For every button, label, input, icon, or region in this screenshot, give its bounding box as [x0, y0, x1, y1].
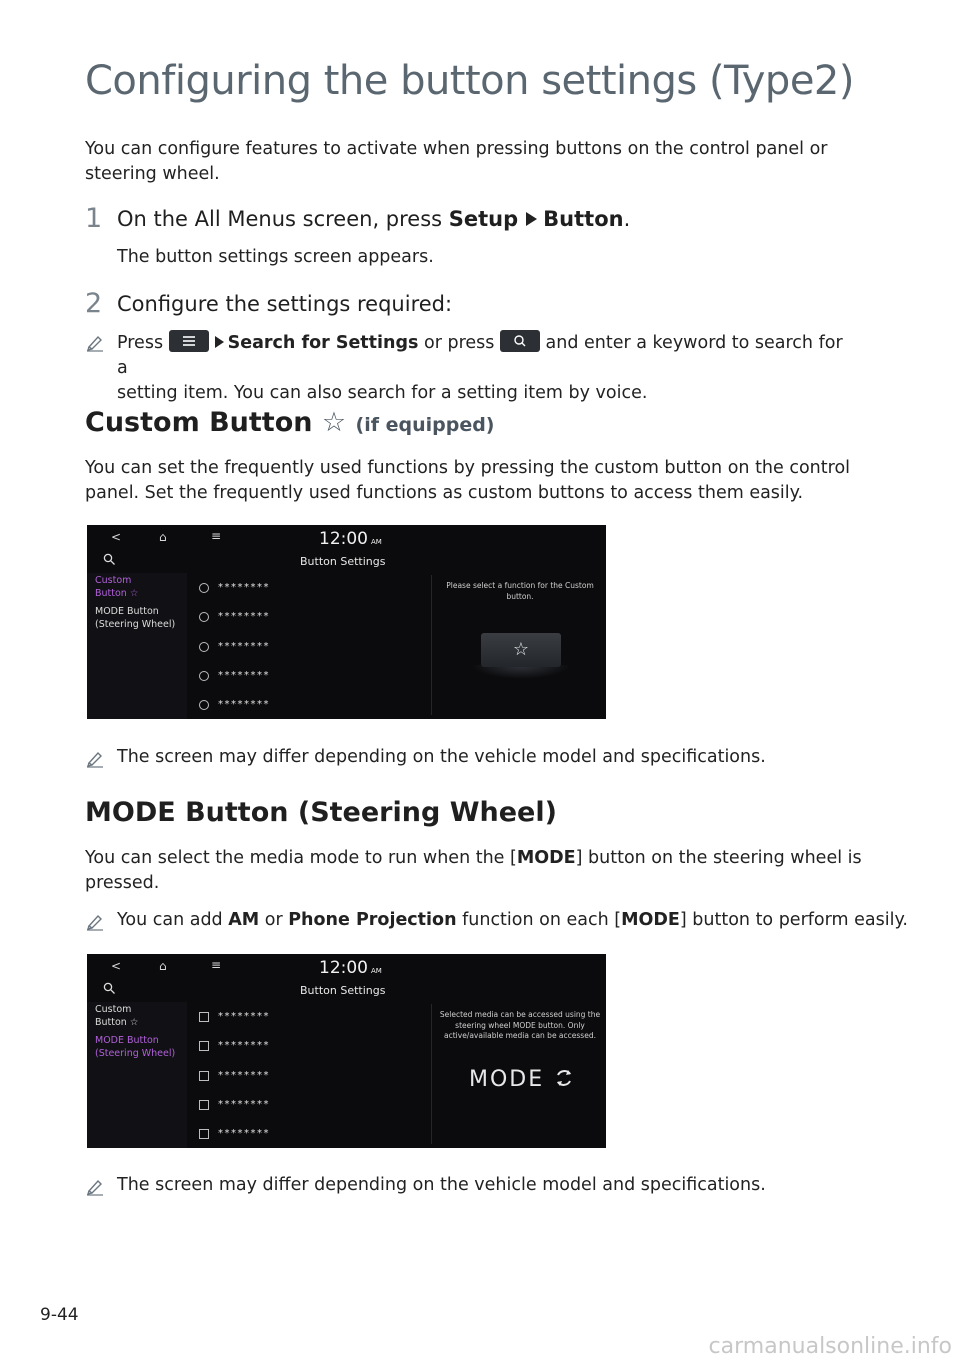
- radio-button[interactable]: [199, 612, 209, 622]
- list-item[interactable]: ********: [199, 1040, 270, 1069]
- back-icon[interactable]: <: [111, 530, 122, 544]
- mode-note: You can add AM or Phone Projection function on each [MODE] button to perform easily.: [117, 910, 908, 930]
- star-icon: ☆: [321, 407, 347, 438]
- step-2-number: 2: [85, 288, 103, 319]
- search-icon[interactable]: [103, 553, 116, 569]
- settings-sidebar: [95, 575, 185, 637]
- if-equipped-label: (if equipped): [355, 414, 495, 436]
- custom-desc-2: panel. Set the frequently used functions as custom buttons to access them easily.: [85, 483, 804, 503]
- refresh-icon: [553, 1067, 575, 1089]
- arrow-right-icon: [526, 212, 537, 226]
- step-2-text: Configure the settings required:: [117, 292, 453, 316]
- checkbox[interactable]: [199, 1012, 209, 1022]
- button-label: Button: [543, 207, 624, 231]
- list-item[interactable]: ********: [199, 611, 270, 640]
- custom-button-heading: Custom Button ☆ (if equipped): [85, 407, 495, 438]
- step-1-number: 1: [85, 203, 103, 234]
- screen-title: Button Settings: [300, 984, 386, 997]
- back-icon[interactable]: <: [111, 959, 122, 973]
- mode-desc-2: pressed.: [85, 873, 160, 893]
- screen-title: Button Settings: [300, 555, 386, 568]
- custom-desc-1: You can set the frequently used functions by pressing the custom button on the control: [85, 458, 851, 478]
- pencil-note-icon: [85, 748, 105, 768]
- clock: 12:00 AM: [319, 958, 382, 978]
- step-2-note: Press Search for Settings or press and enter a keyword to search for a setting item. You can also search for a setting item by voice.: [117, 330, 857, 406]
- list-item[interactable]: ********: [199, 1099, 270, 1128]
- radio-button[interactable]: [199, 583, 209, 593]
- step-1-text: On the All Menus screen, press Setup Button.: [117, 207, 631, 231]
- list-item[interactable]: ********: [199, 582, 270, 611]
- list-item[interactable]: ********: [199, 699, 270, 719]
- clock: 12:00 AM: [319, 529, 382, 549]
- pencil-note-icon: [85, 332, 105, 352]
- screen-note-2: The screen may differ depending on the vehicle model and specifications.: [117, 1175, 766, 1195]
- sidebar-item-custom-button[interactable]: Custom Button ☆: [95, 575, 139, 599]
- radio-button[interactable]: [199, 671, 209, 681]
- checkbox[interactable]: [199, 1129, 209, 1139]
- checkbox[interactable]: [199, 1100, 209, 1110]
- media-list: [199, 1011, 270, 1148]
- home-icon[interactable]: ⌂: [159, 959, 167, 973]
- menu-icon[interactable]: ≡: [211, 529, 222, 543]
- checkbox[interactable]: [199, 1041, 209, 1051]
- checkbox[interactable]: [199, 1071, 209, 1081]
- info-text: Selected media can be accessed using the steering wheel MODE button. Only active/available media can be accessed.: [439, 1010, 601, 1040]
- setup-label: Setup: [448, 207, 519, 231]
- custom-star-button[interactable]: ☆: [481, 633, 561, 667]
- mode-button-screen: [87, 954, 606, 1148]
- list-item[interactable]: ********: [199, 1070, 270, 1099]
- sidebar-item-custom-button[interactable]: Custom Button ☆: [95, 1004, 139, 1028]
- arrow-right-icon: [215, 336, 224, 348]
- list-item[interactable]: ********: [199, 1011, 270, 1040]
- list-item[interactable]: ********: [199, 1128, 270, 1148]
- pencil-note-icon: [85, 911, 105, 931]
- page-title: Configuring the button settings (Type2): [85, 58, 854, 104]
- menu-icon[interactable]: ≡: [211, 958, 222, 972]
- list-item[interactable]: ********: [199, 670, 270, 699]
- mode-button-heading: MODE Button (Steering Wheel): [85, 797, 557, 828]
- step-1-result: The button settings screen appears.: [117, 247, 434, 267]
- sidebar-item-mode-button[interactable]: MODE Button (Steering Wheel): [95, 606, 176, 630]
- mode-logo: MODE: [469, 1067, 575, 1092]
- list-item[interactable]: ********: [199, 641, 270, 670]
- watermark: carmanualsonline.info: [708, 1334, 952, 1359]
- custom-button-screen: [87, 525, 606, 719]
- settings-sidebar: [95, 1004, 185, 1066]
- info-text: Please select a function for the Custom button.: [446, 581, 594, 601]
- pencil-note-icon: [85, 1176, 105, 1196]
- menu-button-icon: [169, 330, 209, 352]
- radio-button[interactable]: [199, 700, 209, 710]
- intro-text: You can configure features to activate when pressing buttons on the control panel or steering wheel.: [85, 139, 828, 184]
- mode-desc-1: You can select the media mode to run when the [MODE] button on the steering wheel is: [85, 848, 862, 868]
- screen-note-1: The screen may differ depending on the vehicle model and specifications.: [117, 747, 766, 767]
- sidebar-item-mode-button[interactable]: MODE Button (Steering Wheel): [95, 1035, 176, 1059]
- home-icon[interactable]: ⌂: [159, 530, 167, 544]
- search-for-settings-label: Search for Settings: [227, 333, 419, 353]
- search-button-icon: [500, 330, 540, 352]
- radio-button[interactable]: [199, 642, 209, 652]
- function-list: [199, 582, 270, 719]
- page-number: 9-44: [40, 1305, 79, 1325]
- search-icon[interactable]: [103, 982, 116, 998]
